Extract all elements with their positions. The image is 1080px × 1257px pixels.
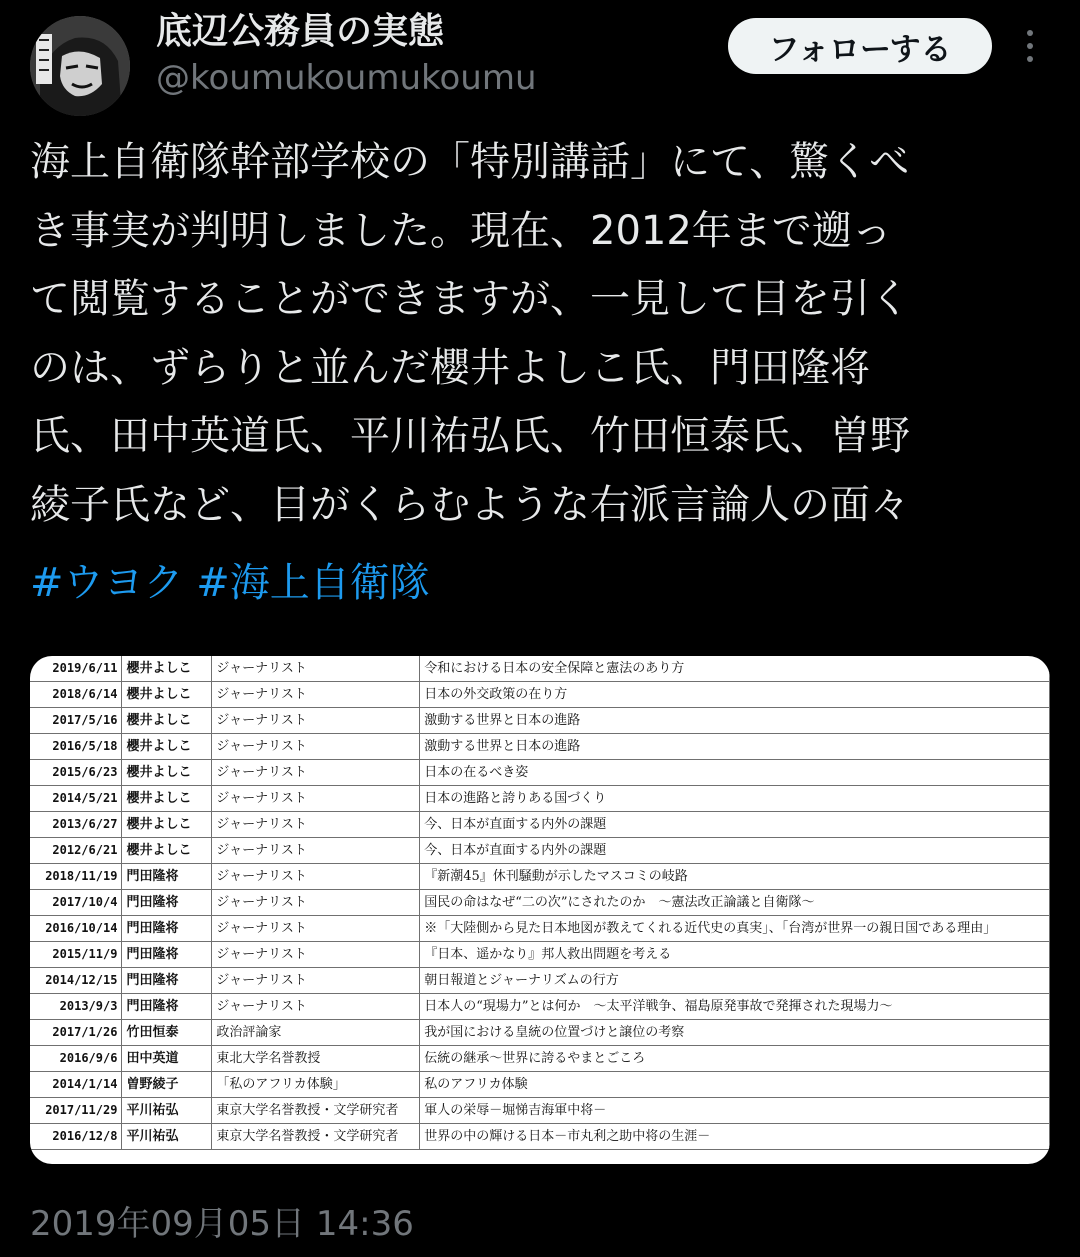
lecture-topic-cell: 国民の命はなぜ“二の次”にされたのか ～憲法改正論議と自衛隊～ (420, 890, 1050, 916)
lecture-title-cell: ジャーナリスト (212, 994, 420, 1020)
lecture-title-cell: ジャーナリスト (212, 968, 420, 994)
lecture-date-cell: 2013/9/3 (30, 994, 122, 1020)
lecture-title-cell: ジャーナリスト (212, 890, 420, 916)
lecture-topic-cell: 我が国における皇統の位置づけと譲位の考察 (420, 1020, 1050, 1046)
hashtag-link[interactable]: #ウヨク (30, 560, 184, 606)
lecture-date-cell: 2016/12/8 (30, 1124, 122, 1150)
lecture-topic-cell: 令和における日本の安全保障と憲法のあり方 (420, 656, 1050, 682)
author-handle[interactable]: @koumukoumukoumu (156, 58, 537, 98)
lecture-speaker-cell: 門田隆将 (122, 864, 212, 890)
table-row (30, 656, 1050, 682)
lecture-topic-cell: 『日本、遥かなり』邦人救出問題を考える (420, 942, 1050, 968)
lecture-speaker-cell: 平川祐弘 (122, 1098, 212, 1124)
author-display-name[interactable]: 底辺公務員の実態 (156, 11, 445, 52)
tweet-text-line: 綾子氏など、目がくらむような右派言論人の面々 (30, 481, 910, 528)
lecture-speaker-cell: 櫻井よしこ (122, 812, 212, 838)
table-row (30, 682, 1050, 708)
table-row (30, 786, 1050, 812)
lecture-date-cell: 2017/10/4 (30, 890, 122, 916)
table-row (30, 1098, 1050, 1124)
table-row (30, 1046, 1050, 1072)
lecture-speaker-cell: 櫻井よしこ (122, 838, 212, 864)
lecture-speaker-cell: 櫻井よしこ (122, 734, 212, 760)
lecture-date-cell: 2014/12/15 (30, 968, 122, 994)
lecture-date-cell: 2017/11/29 (30, 1098, 122, 1124)
lecture-date-cell: 2014/1/14 (30, 1072, 122, 1098)
tweet-text (30, 128, 1055, 539)
tweet-text-line: 氏、田中英道氏、平川祐弘氏、竹田恒泰氏、曽野 (30, 413, 910, 459)
lecture-topic-cell: 今、日本が直面する内外の課題 (420, 812, 1050, 838)
tweet-timestamp[interactable]: 2019年09月05日 14:36 (30, 1204, 414, 1244)
lecture-date-cell: 2018/6/14 (30, 682, 122, 708)
lecture-speaker-cell: 門田隆将 (122, 916, 212, 942)
table-row (30, 942, 1050, 968)
lecture-speaker-cell: 平川祐弘 (122, 1124, 212, 1150)
lecture-title-cell: ジャーナリスト (212, 656, 420, 682)
lecture-topic-cell: 激動する世界と日本の進路 (420, 708, 1050, 734)
tweet-text-line: て閲覧することができますが、一見して目を引く (30, 276, 910, 322)
lecture-date-cell: 2014/5/21 (30, 786, 122, 812)
lecture-topic-cell: 私のアフリカ体験 (420, 1072, 1050, 1098)
lecture-title-cell: 東京大学名誉教授・文学研究者 (212, 1124, 420, 1150)
lecture-speaker-cell: 門田隆将 (122, 942, 212, 968)
lecture-date-cell: 2016/5/18 (30, 734, 122, 760)
lecture-speaker-cell: 門田隆将 (122, 890, 212, 916)
lecture-topic-cell: 日本の在るべき姿 (420, 760, 1050, 786)
table-row (30, 838, 1050, 864)
lecture-topic-cell: 日本の進路と誇りある国づくり (420, 786, 1050, 812)
lecture-date-cell: 2013/6/27 (30, 812, 122, 838)
table-row (30, 708, 1050, 734)
lecture-speaker-cell: 櫻井よしこ (122, 682, 212, 708)
more-dots-icon[interactable] (1018, 26, 1042, 66)
lecture-title-cell: 東北大学名誉教授 (212, 1046, 420, 1072)
lecture-date-cell: 2012/6/21 (30, 838, 122, 864)
lecture-speaker-cell: 門田隆将 (122, 994, 212, 1020)
lecture-topic-cell: 世界の中の輝ける日本－市丸利之助中将の生涯－ (420, 1124, 1050, 1150)
lecture-topic-cell: 激動する世界と日本の進路 (420, 734, 1050, 760)
lecture-speaker-cell: 櫻井よしこ (122, 708, 212, 734)
lecture-title-cell: ジャーナリスト (212, 812, 420, 838)
lecture-topic-cell: 伝統の継承～世界に誇るやまとごころ (420, 1046, 1050, 1072)
table-row (30, 864, 1050, 890)
lecture-speaker-cell: 櫻井よしこ (122, 760, 212, 786)
tweet-text-line: のは、ずらりと並んだ櫻井よしこ氏、門田隆将 (30, 344, 870, 391)
lecture-title-cell: ジャーナリスト (212, 734, 420, 760)
lecture-topic-cell: 軍人の栄辱－堀悌吉海軍中将－ (420, 1098, 1050, 1124)
table-row (30, 734, 1050, 760)
table-row (30, 1124, 1050, 1150)
manga-avatar-icon (30, 16, 130, 116)
lecture-date-cell: 2017/5/16 (30, 708, 122, 734)
lecture-topic-cell: ※「大陸側から見た日本地図が教えてくれる近代史の真実」、「台湾が世界一の親日国である理由」 (420, 916, 1050, 942)
lecture-title-cell: ジャーナリスト (212, 682, 420, 708)
lecture-topic-cell: 日本人の“現場力”とは何か ～太平洋戦争、福島原発事故で発揮された現場力～ (420, 994, 1050, 1020)
table-row (30, 968, 1050, 994)
follow-button[interactable]: フォローする (728, 18, 992, 74)
lecture-topic-cell: 今、日本が直面する内外の課題 (420, 838, 1050, 864)
lecture-title-cell: 政治評論家 (212, 1020, 420, 1046)
lecture-title-cell: ジャーナリスト (212, 942, 420, 968)
avatar[interactable] (30, 16, 130, 116)
table-row (30, 760, 1050, 786)
lecture-speaker-cell: 竹田恒泰 (122, 1020, 212, 1046)
lecture-date-cell: 2015/11/9 (30, 942, 122, 968)
lecture-title-cell: ジャーナリスト (212, 786, 420, 812)
hashtag-list (30, 549, 430, 617)
lecture-speaker-cell: 曽野綾子 (122, 1072, 212, 1098)
lecture-title-cell: ジャーナリスト (212, 760, 420, 786)
lecture-speaker-cell: 門田隆将 (122, 968, 212, 994)
lecture-speaker-cell: 櫻井よしこ (122, 656, 212, 682)
lecture-title-cell: ジャーナリスト (212, 864, 420, 890)
lecture-topic-cell: 日本の外交政策の在り方 (420, 682, 1050, 708)
lecture-date-cell: 2017/1/26 (30, 1020, 122, 1046)
lecture-title-cell: ジャーナリスト (212, 838, 420, 864)
media-image[interactable] (30, 656, 1050, 1164)
lecture-date-cell: 2016/10/14 (30, 916, 122, 942)
table-row (30, 916, 1050, 942)
tweet-text-line: き事実が判明しました。現在、2012年まで遡っ (30, 207, 892, 254)
lecture-date-cell: 2018/11/19 (30, 864, 122, 890)
lecture-speaker-cell: 櫻井よしこ (122, 786, 212, 812)
table-row (30, 890, 1050, 916)
table-row (30, 994, 1050, 1020)
lecture-table (30, 656, 1050, 1150)
lecture-date-cell: 2015/6/23 (30, 760, 122, 786)
lecture-title-cell: 「私のアフリカ体験」 (212, 1072, 420, 1098)
lecture-date-cell: 2019/6/11 (30, 656, 122, 682)
lecture-topic-cell: 『新潮45』休刊騒動が示したマスコミの岐路 (420, 864, 1050, 890)
table-row (30, 1020, 1050, 1046)
lecture-title-cell: ジャーナリスト (212, 708, 420, 734)
lecture-title-cell: ジャーナリスト (212, 916, 420, 942)
lecture-title-cell: 東京大学名誉教授・文学研究者 (212, 1098, 420, 1124)
table-row (30, 1072, 1050, 1098)
lecture-date-cell: 2016/9/6 (30, 1046, 122, 1072)
lecture-topic-cell: 朝日報道とジャーナリズムの行方 (420, 968, 1050, 994)
hashtag-link[interactable]: #海上自衛隊 (196, 560, 430, 606)
lecture-speaker-cell: 田中英道 (122, 1046, 212, 1072)
table-row (30, 812, 1050, 838)
tweet-text-line: 海上自衛隊幹部学校の「特別講話」にて、驚くべ (30, 139, 910, 185)
